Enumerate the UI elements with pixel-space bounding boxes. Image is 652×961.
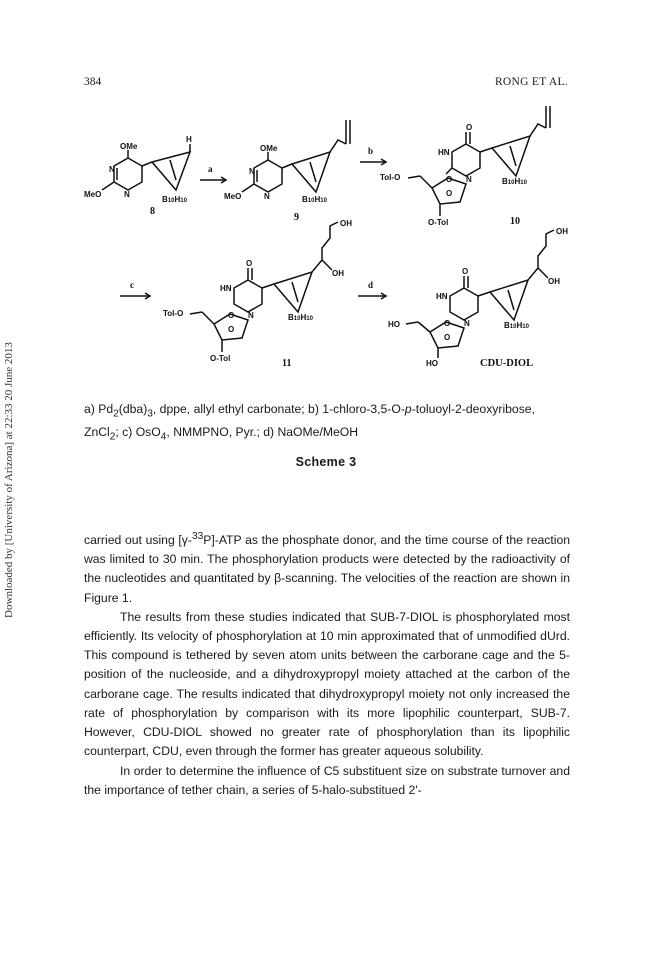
paragraph: In order to determine the influence of C5 substituent size on substrate turnover and the importance of tether chain, a series of 5-halo-substitued 2'- (84, 763, 570, 797)
paragraph: The results from these studies indicated that SUB-7-DIOL is phosphorylated most efficiently. Its velocity of phosphorylation at 10 min approximated that of unmodified dUrd. This compound is tethered by seven atom units between the carborane cage and the 5-position of the nucleoside, and a dihydroxypropyl moiety attached at the carbon of the carborane cage. The results indicated that dihydroxypropyl moiety not only increased the rate of phosphorylation by comparison with its more lipophilic counterpart, SUB-7. However, CDU-DIOL showed no greater rate of phosphorylation than its lipophilic counterpart, CDU, even through the former has greater aqueous solubility. (84, 609, 570, 759)
legend-text: , NMMPNO, Pyr.; d) NaOMe/MeOH (166, 425, 359, 440)
atom-label: Tol-O (380, 173, 401, 182)
scheme-legend (84, 400, 570, 447)
atom-label: N (109, 165, 115, 174)
hydrogen-symbol: H (516, 321, 523, 330)
step-label: a (208, 164, 213, 174)
paragraph-text: carried out using [γ- (84, 533, 192, 548)
compound-label: 11 (282, 358, 292, 369)
compound-label: 9 (294, 212, 299, 223)
compound-label: 8 (150, 206, 155, 217)
carborane-label (504, 321, 530, 330)
compound-10-structure (380, 106, 550, 227)
atom-label: O (444, 319, 451, 328)
legend-text: a) Pd (84, 402, 114, 416)
legend-text: (dba) (118, 402, 148, 416)
hydrogen-symbol: H (514, 177, 521, 186)
running-head (84, 76, 568, 92)
atom-label: N (264, 192, 270, 201)
atom-label: OH (340, 219, 352, 228)
paragraph-text: P]-ATP as the phosphate donor, and the time course of the reaction was limited to 30 min. The phosphorylation products were detected by the radioactivity of the nucleotides and quantitated by β-scanning. The velocities of the reaction are shown in Figure 1. (84, 533, 570, 605)
atom-label: OMe (260, 144, 278, 153)
atom-label: OMe (120, 142, 138, 151)
legend-text: , dppe, allyl ethyl carbonate; b) 1-chloro-3,5-O- (152, 402, 405, 416)
atom-label: MeO (84, 190, 102, 199)
atom-label: OH (332, 269, 344, 278)
atom-label: MeO (224, 192, 242, 201)
atom-label: N (249, 167, 255, 176)
compound-11-structure (163, 219, 352, 369)
atom-label: O (228, 325, 235, 334)
step-label: d (368, 280, 374, 290)
running-author: RONG ET AL. (494, 76, 568, 88)
body-text (84, 527, 570, 800)
atom-label: O (462, 267, 469, 276)
legend-subscript: 2 (113, 408, 119, 420)
atom-label: O (444, 333, 451, 342)
cdu-diol-structure (388, 227, 568, 369)
boron-symbol: B (502, 177, 508, 186)
carborane-label (162, 195, 188, 204)
atom-label: N (124, 190, 130, 199)
atom-label: O (446, 189, 453, 198)
download-notice-text: Downloaded by [University of Arizona] at 22:33 20 June 2013 (3, 342, 15, 618)
hydrogen-count: 10 (306, 316, 313, 322)
atom-label: O (246, 259, 253, 268)
carborane-label (288, 313, 314, 322)
compound-label: 10 (510, 216, 520, 227)
hydrogen-symbol: H (174, 195, 181, 204)
boron-symbol: B (504, 321, 510, 330)
isotope-superscript: 33 (191, 531, 204, 542)
boron-count: 10 (307, 198, 315, 204)
atom-label: N (464, 319, 470, 328)
boron-symbol: B (302, 195, 308, 204)
boron-count: 10 (167, 198, 175, 204)
legend-subscript: 4 (160, 431, 167, 443)
hydrogen-symbol: H (314, 195, 321, 204)
hydrogen-symbol: H (300, 313, 307, 322)
hydrogen-count: 10 (320, 198, 327, 204)
boron-count: 10 (509, 324, 517, 330)
boron-count: 10 (507, 180, 515, 186)
atom-label: H (186, 135, 192, 144)
step-label: c (130, 280, 134, 290)
atom-label: HO (388, 320, 400, 329)
atom-label: HN (438, 148, 450, 157)
atom-label: N (466, 175, 472, 184)
atom-label: O (446, 175, 453, 184)
atom-label: HO (426, 359, 438, 368)
legend-text: ; c) OsO (115, 425, 161, 440)
legend-subscript: 2 (109, 431, 116, 443)
hydrogen-count: 10 (522, 324, 529, 330)
scheme-title: Scheme 3 (295, 455, 357, 469)
step-label: b (368, 146, 374, 156)
atom-label: HN (220, 284, 232, 293)
atom-label: O (228, 311, 235, 320)
hydrogen-count: 10 (520, 180, 527, 186)
atom-label: O-Tol (428, 218, 449, 227)
atom-label: Tol-O (163, 309, 184, 318)
compound-8-structure (84, 135, 192, 217)
boron-symbol: B (288, 313, 294, 322)
reaction-scheme (0, 100, 652, 390)
atom-label: HN (436, 292, 448, 301)
atom-label: N (248, 311, 254, 320)
carborane-label (302, 195, 328, 204)
paragraph (84, 527, 570, 608)
atom-label: O (466, 123, 473, 132)
atom-label: OH (556, 227, 568, 236)
carborane-label (502, 177, 528, 186)
compound-9-structure (224, 120, 350, 223)
compound-label: CDU-DIOL (480, 358, 534, 369)
legend-text: -toluoyl-2-deoxyribose, ZnCl (84, 402, 535, 440)
legend-subscript: 3 (147, 408, 153, 420)
boron-symbol: B (162, 195, 168, 204)
legend-italic: p (404, 402, 412, 416)
hydrogen-count: 10 (180, 198, 187, 204)
boron-count: 10 (293, 316, 301, 322)
page-number: 384 (84, 76, 102, 88)
atom-label: O-Tol (210, 354, 231, 363)
atom-label: OH (548, 277, 560, 286)
